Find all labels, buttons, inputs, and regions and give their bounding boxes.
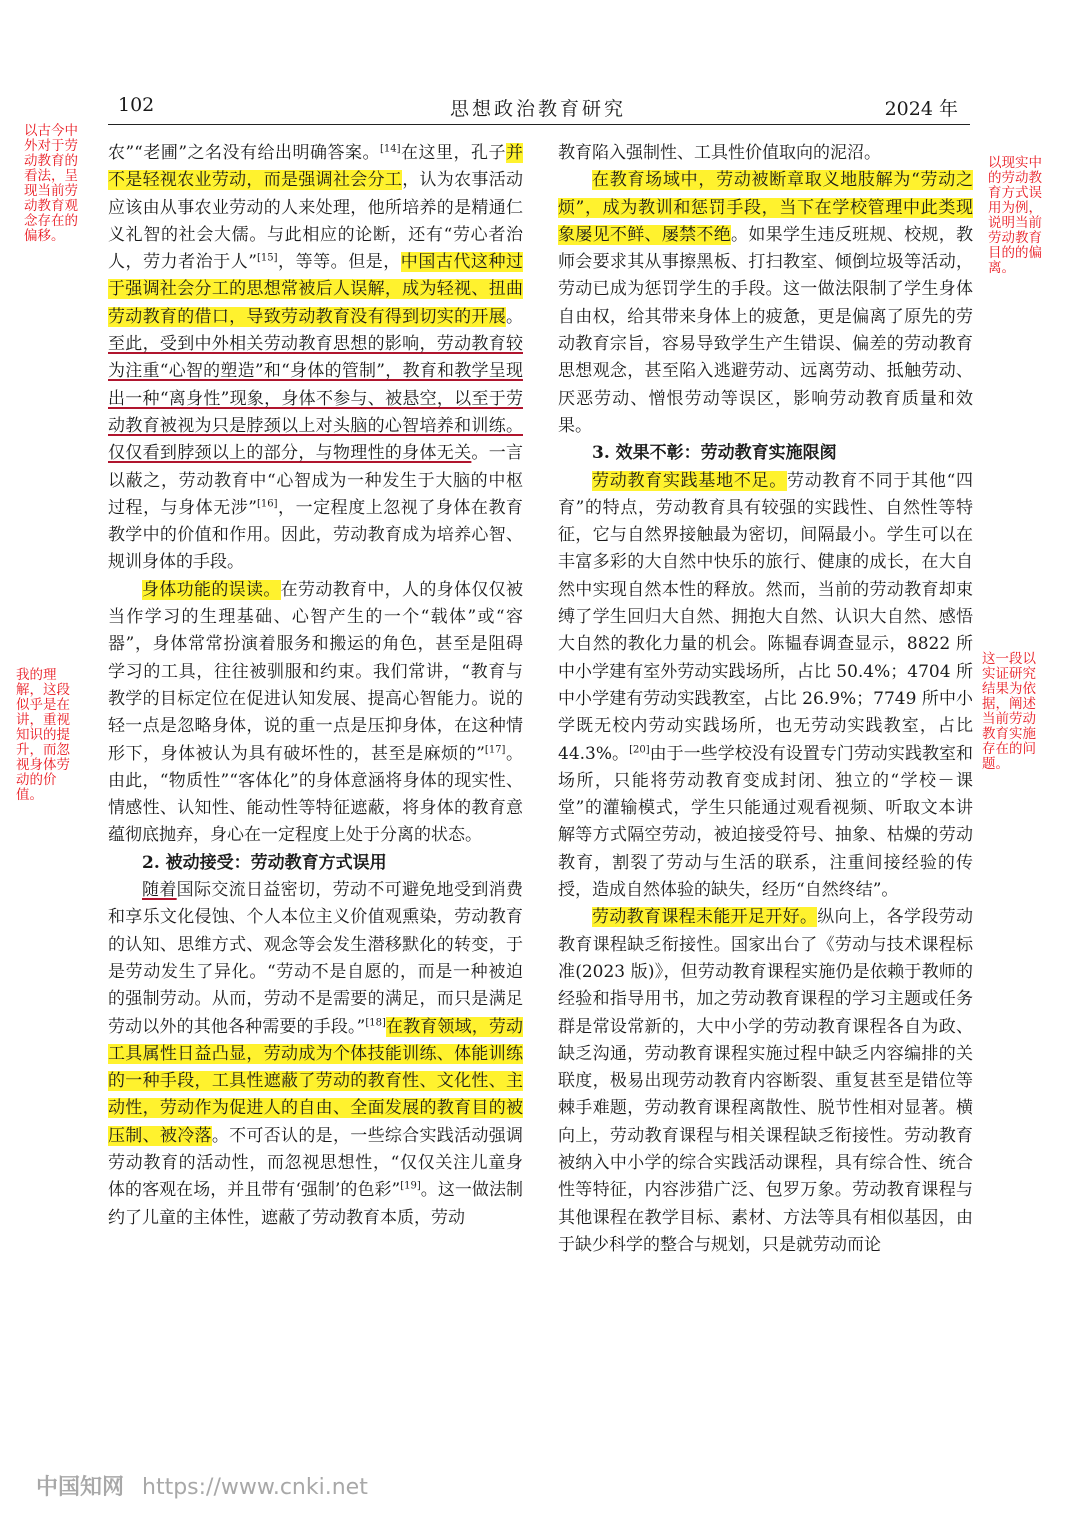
citation: [17] [484, 743, 506, 755]
journal-year: 2024 年 [884, 98, 958, 120]
highlight: 劳动教育课程未能开足开好。 [592, 907, 818, 928]
paragraph: 教育陷入强制性、工具性价值取向的泥沼。 [558, 143, 881, 163]
cnki-url[interactable]: https://www.cnki.net [142, 1475, 368, 1500]
underline-annotation: 随着 [142, 880, 177, 901]
cnki-brand: 中国知网 [36, 1475, 125, 1500]
paragraph: 农”“老圃”之名没有给出明确答案。[14]在这里，孔子并不是轻视农业劳动，而是强调社会分工，认为农事活动应该由从事农业劳动的人来处理，他所培养的是精通仁义礼智的社会大儒。与此相应的论断，还有“劳心者治人，劳力者治于人”[15]，等等。但是，中国古代这种过于强调社会分工的思想常被后人误解，成为轻视、扭曲劳动教育的借口，导致劳动教育没有得到切实的开展。至此，受到中外相关劳动教育思想的影响，劳动教育较为注重“心智的塑造”和“身体的管制”，教育和教学呈现出一种“离身性”现象，身体不参与、被悬空，以至于劳动教育被视为只是脖颈以上对头脑的心智培养和训练。仅仅看到脖颈以上的部分，与物理性的身体无关。一言以蔽之，劳动教育中“心智成为一种发生于大脑的中枢过程，与身体无涉”[16]，一定程度上忽视了身体在教育教学中的价值和作用。因此，劳动教育成为培养心智、规训身体的手段。 [108, 143, 524, 573]
citation: [16] [256, 498, 278, 510]
paragraph: 身体功能的误读。在劳动教育中，人的身体仅仅被当作学习的生理基础、心智产生的一个“载体”或“容器”，身体常常扮演着服务和搬运的角色，甚至是阻碍学习的工具，往往被驯服和约束。我们常讲，“教育与教学的目标定位在促进认知发展、提高心智能力。说的轻一点是忽略身体，说的重一点是压抑身体，在这种情形下，身体被认为具有破坏性的，甚至是麻烦的”[17]。由此，“物质性”“客体化”的身体意涵将身体的现实性、情感性、认知性、能动性等特征遮蔽，将身体的教育意蕴彻底抛弃，身心在一定程度上处于分离的状态。 [108, 579, 524, 846]
page-number: 102 [118, 94, 155, 116]
annotation-left-top[interactable]: 以古今中外对于劳动教育的看法，呈现当前劳动教育观念存在的偏移。 [24, 123, 78, 244]
journal-title: 思想政治教育研究 [449, 98, 626, 120]
right-column [558, 140, 973, 1259]
underline-annotation: 至此，受到中外相关劳动教育思想的影响，劳动教育较为注重“心智的塑造”和“身体的管制”，教育和教学呈现出一种“离身性”现象，身体不参与、被悬空，以至于劳动教育被视为只是脖颈以上对头脑的心智培养和训练。仅仅看到脖颈以上的部分，与物理性的身体无关 [108, 334, 523, 464]
citation: [15] [256, 252, 278, 264]
section-heading: 3. 效果不彰：劳动教育实施限阂 [592, 443, 837, 464]
paragraph: 在教育场域中，劳动被断章取义地肢解为“劳动之烦”，成为教训和惩罚手段，当下在学校管理中此类现象屡见不鲜、屡禁不绝。如果学生违反班规、校规，教师会要求其从事擦黑板、打扫教室、倾倒垃圾等活动，劳动已成为惩罚学生的手段。这一做法限制了学生身体自由权，给其带来身体上的疲惫，更是偏离了原先的劳动教育宗旨，容易导致学生产生错误、偏差的劳动教育思想观念，甚至陷入逃避劳动、远离劳动、抵触劳动、厌恶劳动、憎恨劳动等误区，影响劳动教育质量和效果。 [558, 170, 974, 436]
left-column [108, 140, 523, 1232]
citation: [19] [400, 1180, 421, 1192]
section-heading: 2. 被动接受：劳动教育方式误用 [142, 852, 387, 873]
citation: [14] [380, 143, 401, 155]
annotation-left-mid[interactable]: 我的理解，这段似乎是在讲，重视知识的提升，而忽视身体劳动的价值。 [16, 667, 70, 803]
paragraph: 劳动教育实践基地不足。劳动教育不同于其他“四育”的特点，劳动教育具有较强的实践性、自然性等特征，它与自然界接触最为密切，间隔最小。学生可以在丰富多彩的大自然中快乐的旅行、健康的成长，在大自然中实现自然本性的释放。然而，当前的劳动教育却束缚了学生回归大自然、拥抱大自然、认识大自然、感悟大自然的教化力量的机会。陈韫春调查显示，8822 所中小学建有室外劳动实践场所，占比 50.4%；4704 所中小学建有劳动实践教室，占比 26.9%；7749 所中小学既无校内劳动实践场所，也无劳动实践教室，占比 44.3%。[20]由于一些学校没有设置专门劳动实践教室和场所，只能将劳动教育变成封闭、独立的“学校－课堂”的灌输模式，学生只能通过观看视频、听取文本讲解等方式隔空劳动，被迫接受符号、抽象、枯燥的劳动教育，割裂了劳动与生活的联系，注重间接经验的传授，造成自然体验的缺失，经历“自然终结”。 [558, 470, 974, 901]
paragraph: 劳动教育课程未能开足开好。纵向上，各学段劳动教育课程缺乏衔接性。国家出台了《劳动与技术课程标准(2023 版)》，但劳动教育课程实施仍是依赖于教师的经验和指导用书，加之劳动教育课程的学习主题或任务群是常设常新的，大中小学的劳动教育课程各自为政、缺乏沟通，劳动教育课程实施过程中缺乏内容编排的关联度，极易出现劳动教育内容断裂、重复甚至是错位等棘手难题，劳动教育课程离散性、脱节性相对显著。横向上，劳动教育课程与相关课程缺乏衔接性。劳动教育被纳入中小学的综合实践活动课程，具有综合性、统合性等特征，内容涉猎广泛、包罗万象。劳动教育课程与其他课程在教学目标、素材、方法等具有相似基因，由于缺少科学的整合与规划，只是就劳动而论 [558, 907, 974, 1255]
highlight: 在教育领域，劳动工具属性日益凸显，劳动成为个体技能训练、体能训练的一种手段，工具性遮蔽了劳动的教育性、文化性、主动性，劳动作为促进人的自由、全面发展的教育目的被压制、被冷落 [108, 1016, 523, 1146]
highlight: 并不是轻视农业劳动，而是强调社会分工 [108, 143, 523, 191]
highlight: 中国古代这种过于强调社会分工的思想常被后人误解，成为轻视、扭曲劳动教育的借口，导致劳动教育没有得到切实的开展 [108, 252, 524, 327]
annotation-right-top[interactable]: 以现实中的劳动教育方式误用为例，说明当前劳动教育目的的偏离。 [988, 155, 1042, 276]
paragraph: 随着国际交流日益密切，劳动不可避免地受到消费和享乐文化侵蚀、个人本位主义价值观熏染，劳动教育的认知、思维方式、观念等会发生潜移默化的转变，于是劳动发生了异化。“劳动不是自愿的，而是一种被迫的强制劳动。从而，劳动不是需要的满足，而只是满足劳动以外的其他各种需要的手段。”[18]在教育领域，劳动工具属性日益凸显，劳动成为个体技能训练、体能训练的一种手段，工具性遮蔽了劳动的教育性、文化性、主动性，劳动作为促进人的自由、全面发展的教育目的被压制、被冷落。不可否认的是，一些综合实践活动强调劳动教育的活动性，而忽视思想性，“仅仅关注儿童身体的客观在场，并且带有‘强制’的色彩”[19]。这一做法制约了儿童的主体性，遮蔽了劳动教育本质，劳动 [108, 880, 524, 1228]
highlight: 在教育场域中，劳动被断章取义地肢解为“劳动之烦”，成为教训和惩罚手段，当下在学校管理中此类现象屡见不鲜、屡禁不绝 [558, 170, 973, 245]
page-header [108, 92, 968, 124]
highlight: 劳动教育实践基地不足。 [592, 470, 788, 491]
highlight: 身体功能的误读。 [142, 579, 281, 600]
annotation-right-mid[interactable]: 这一段以实证研究结果为依据，阐述当前劳动教育实施存在的问题。 [982, 651, 1036, 772]
header-rule [108, 124, 970, 125]
citation: [20] [629, 743, 650, 755]
citation: [18] [365, 1016, 386, 1028]
cnki-watermark [36, 1470, 368, 1501]
